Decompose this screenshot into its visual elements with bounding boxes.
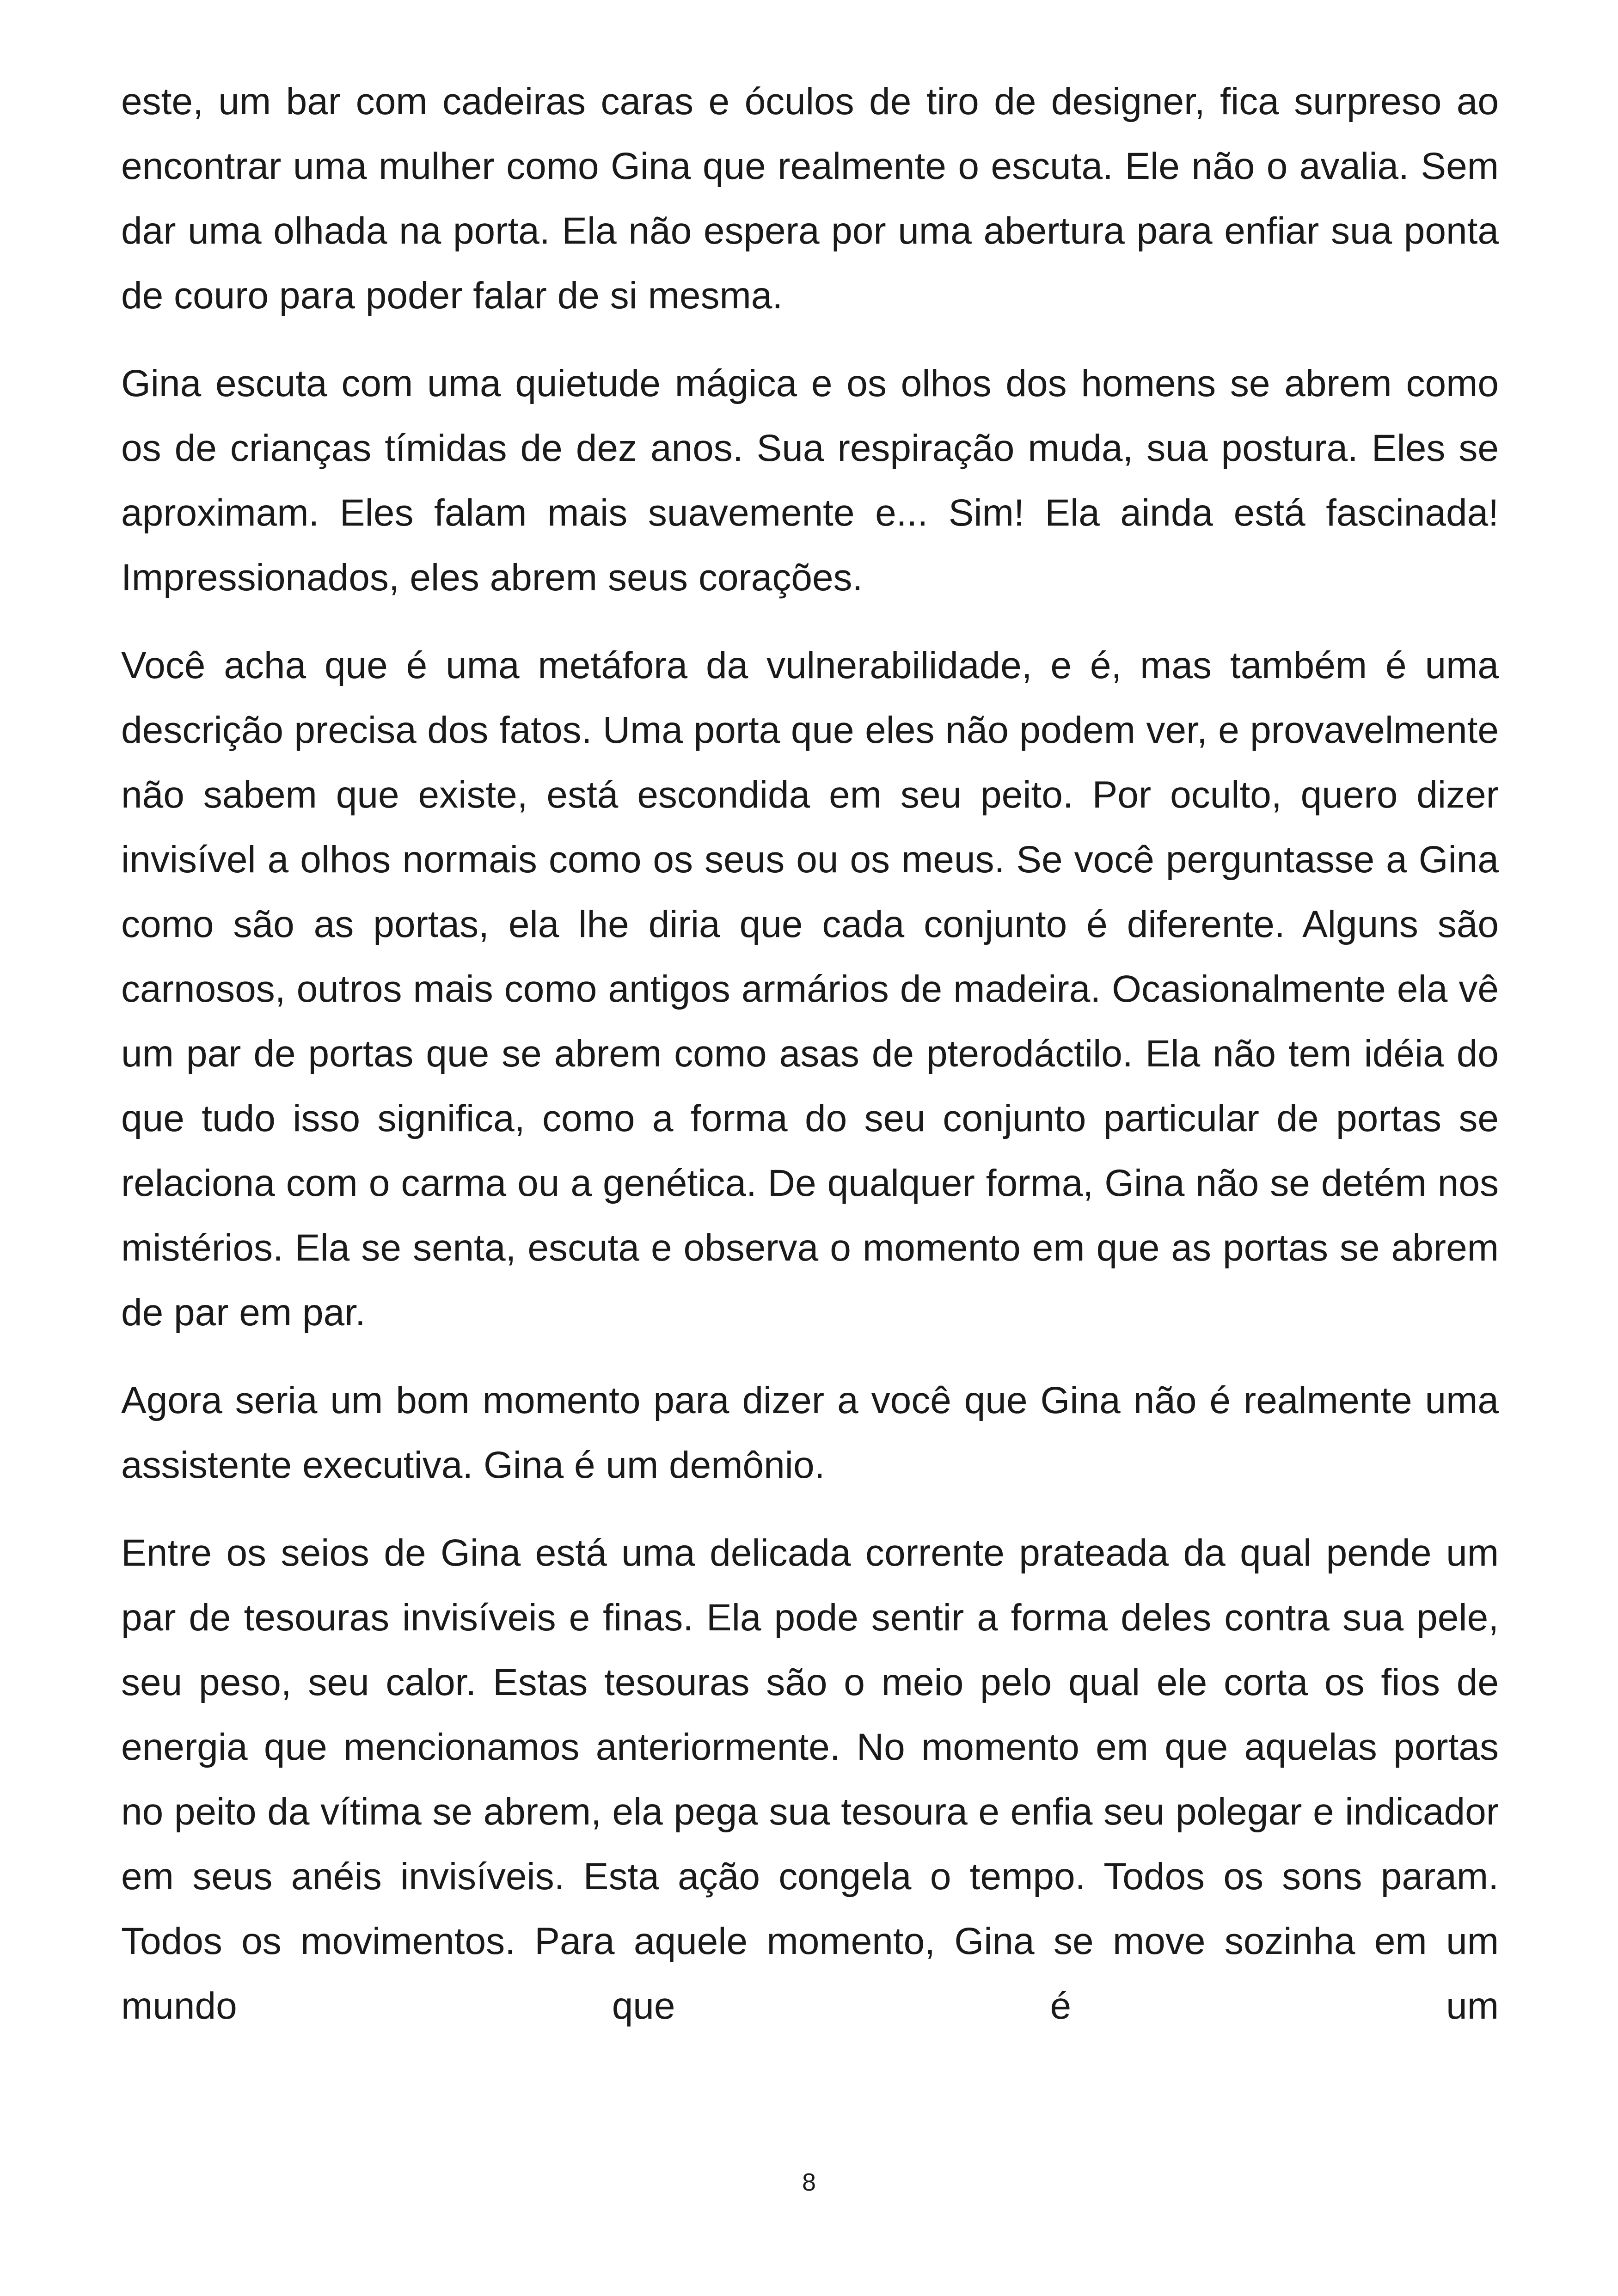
paragraph-4: Agora seria um bom momento para dizer a você que Gina não é realmente uma assistente executiva. Gina é um demônio.	[121, 1379, 1499, 1486]
paragraph-2: Gina escuta com uma quietude mágica e os olhos dos homens se abrem como os de crianças tímidas de dez anos. Sua respiração muda, sua postura. Eles se aproximam. Eles falam mais suavemente e... Sim! Ela ainda está fascinada! Impressionados, eles abrem seus corações.	[121, 362, 1499, 599]
page-body	[121, 69, 1499, 2062]
paragraph-1: este, um bar com cadeiras caras e óculos de tiro de designer, fica surpreso ao encontrar uma mulher como Gina que realmente o escuta. Ele não o avalia. Sem dar uma olhada na porta. Ela não espera por uma abertura para enfiar sua ponta de couro para poder falar de si mesma.	[121, 80, 1499, 317]
paragraph-5: Entre os seios de Gina está uma delicada corrente prateada da qual pende um par de tesouras invisíveis e finas. Ela pode sentir a forma deles contra sua pele, seu peso, seu calor. Estas tesouras são o meio pelo qual ele corta os fios de energia que mencionamos anteriormente. No momento em que aquelas portas no peito da vítima se abrem, ela pega sua tesoura e enfia seu polegar e indicador em seus anéis invisíveis. Esta ação congela o tempo. Todos os sons param. Todos os movimentos. Para aquele momento, Gina se move sozinha em um mundo que é um	[121, 1532, 1499, 2027]
page-number: 8	[802, 2168, 816, 2196]
paragraph-3: Você acha que é uma metáfora da vulnerabilidade, e é, mas também é uma descrição precisa dos fatos. Uma porta que eles não podem ver, e provavelmente não sabem que existe, está escondida em seu peito. Por oculto, quero dizer invisível a olhos normais como os seus ou os meus. Se você perguntasse a Gina como são as portas, ela lhe diria que cada conjunto é diferente. Alguns são carnosos, outros mais como antigos armários de madeira. Ocasionalmente ela vê um par de portas que se abrem como asas de pterodáctilo. Ela não tem idéia do que tudo isso significa, como a forma do seu conjunto particular de portas se relaciona com o carma ou a genética. De qualquer forma, Gina não se detém nos mistérios. Ela se senta, escuta e observa o momento em que as portas se abrem de par em par.	[121, 644, 1499, 1334]
